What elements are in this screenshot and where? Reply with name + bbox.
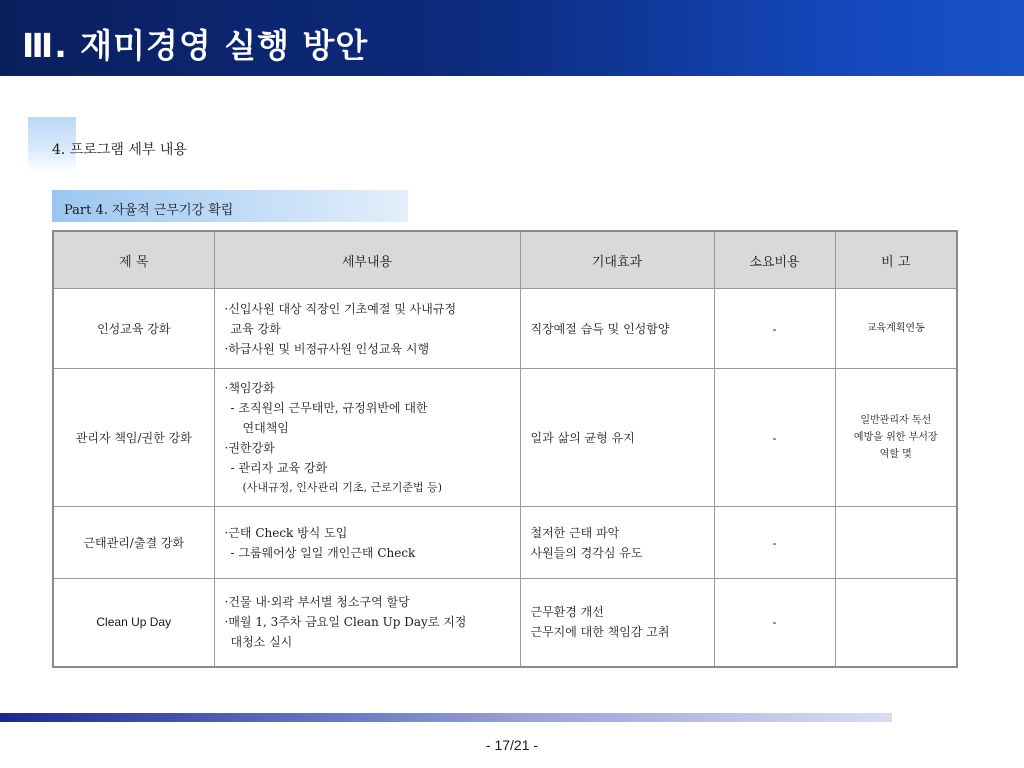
effect-line: 일과 삶의 균형 유지 bbox=[530, 430, 635, 445]
row-effects bbox=[520, 289, 714, 369]
row-note bbox=[835, 289, 957, 369]
section-heading: 4. 프로그램 세부 내용 bbox=[52, 142, 187, 158]
detail-line: 교육 강화 bbox=[230, 321, 281, 336]
table-row bbox=[53, 507, 957, 579]
effect-line: 철저한 근태 파악 bbox=[530, 525, 620, 540]
footer-gradient-bar bbox=[0, 713, 892, 722]
detail-line: ·신입사원 대상 직장인 기초예절 및 사내규정 bbox=[224, 301, 457, 316]
row-cost: - bbox=[714, 579, 835, 667]
note-line: 역할 몇 bbox=[879, 449, 912, 460]
part-heading: Part 4. 자율적 근무기강 확립 bbox=[64, 203, 234, 218]
note-line: 일반관리자 독선 bbox=[860, 415, 932, 426]
detail-line: ·건물 내·외곽 부서별 청소구역 할당 bbox=[224, 595, 410, 610]
detail-line: ·근태 Check 방식 도입 bbox=[224, 525, 348, 540]
slide-title: Ⅲ. 재미경영 실행 방안 bbox=[22, 26, 369, 65]
note-line: 교육계획연동 bbox=[866, 323, 925, 334]
header-title: 제 목 bbox=[53, 231, 214, 289]
detail-line: - 조직원의 근무태만, 규정위반에 대한 bbox=[230, 400, 428, 415]
row-details bbox=[214, 289, 520, 369]
row-details bbox=[214, 579, 520, 667]
detail-line: - 그룹웨어상 일일 개인근태 Check bbox=[230, 545, 416, 560]
detail-line: ·하급사원 및 비정규사원 인성교육 시행 bbox=[224, 341, 430, 356]
header-effects: 기대효과 bbox=[520, 231, 714, 289]
row-effects bbox=[520, 507, 714, 579]
header-note: 비 고 bbox=[835, 231, 957, 289]
table-row bbox=[53, 369, 957, 507]
title-banner bbox=[0, 0, 1024, 76]
row-cost: - bbox=[714, 369, 835, 507]
row-note bbox=[835, 369, 957, 507]
detail-line: ·권한강화 bbox=[224, 440, 275, 455]
detail-line: ·매월 1, 3주차 금요일 Clean Up Day로 지정 bbox=[224, 615, 467, 630]
header-cost: 소요비용 bbox=[714, 231, 835, 289]
detail-line: 연대책임 bbox=[242, 420, 289, 435]
effect-line: 근무지에 대한 책임감 고취 bbox=[530, 625, 670, 640]
row-title: 근태관리/출결 강화 bbox=[53, 507, 214, 579]
row-title: Clean Up Day bbox=[53, 579, 214, 667]
header-details: 세부내용 bbox=[214, 231, 520, 289]
row-title: 인성교육 강화 bbox=[53, 289, 214, 369]
row-note bbox=[835, 507, 957, 579]
table-row bbox=[53, 289, 957, 369]
detail-line: (사내규정, 인사관리 기초, 근로기준법 등) bbox=[242, 480, 443, 494]
detail-line: - 관리자 교육 강화 bbox=[230, 460, 328, 475]
detail-line: 대청소 실시 bbox=[230, 635, 293, 650]
row-note bbox=[835, 579, 957, 667]
effect-line: 사원들의 경각심 유도 bbox=[530, 545, 643, 560]
row-effects bbox=[520, 369, 714, 507]
table-row bbox=[53, 579, 957, 667]
table-header-row bbox=[53, 231, 957, 289]
row-effects bbox=[520, 579, 714, 667]
page-number: - 17/21 - bbox=[485, 737, 539, 753]
row-details bbox=[214, 507, 520, 579]
part-heading-bar bbox=[52, 190, 408, 222]
row-cost: - bbox=[714, 289, 835, 369]
row-details bbox=[214, 369, 520, 507]
note-line: 예방을 위한 부서장 bbox=[853, 432, 938, 443]
effect-line: 근무환경 개선 bbox=[530, 605, 604, 620]
detail-line: ·책임강화 bbox=[224, 380, 275, 395]
effect-line: 직장예절 습득 및 인성함양 bbox=[530, 321, 670, 336]
program-detail-table bbox=[52, 230, 958, 668]
row-cost: - bbox=[714, 507, 835, 579]
row-title: 관리자 책임/권한 강화 bbox=[53, 369, 214, 507]
